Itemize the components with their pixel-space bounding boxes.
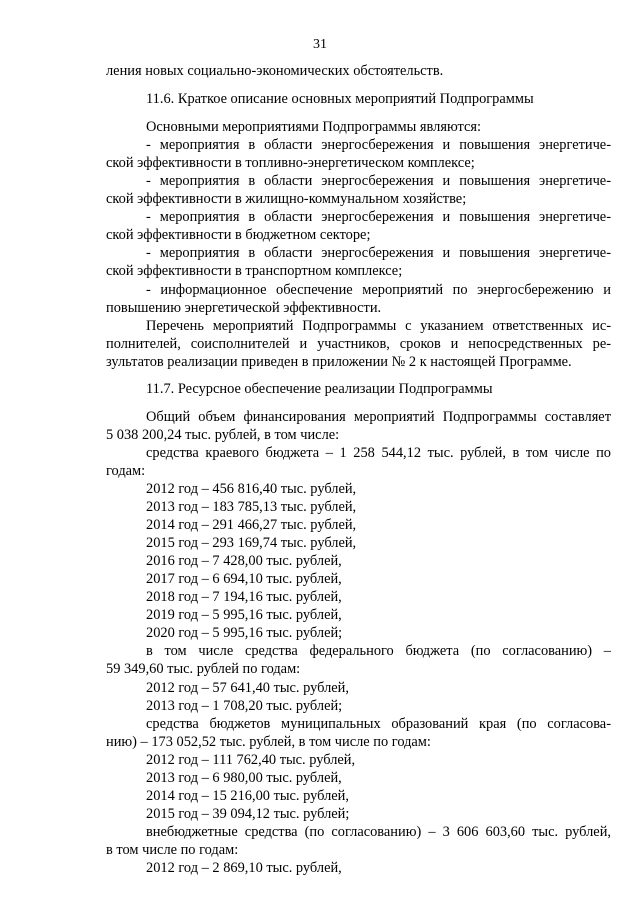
section-heading-11-6: 11.6. Краткое описание основных мероприятий Подпрограммы [146, 91, 534, 108]
list-item: 2015 год – 293 169,74 тыс. рублей, [146, 535, 357, 552]
text-line: полнителей, соисполнителей и участников, сроков и непосредственных ре- [106, 335, 611, 352]
municipal-budget-years [106, 751, 611, 823]
text-line: годам: [106, 462, 146, 479]
list-item: 2012 год – 2 869,10 тыс. рублей, [146, 859, 342, 876]
list-item: 2014 год – 291 466,27 тыс. рублей, [146, 517, 357, 534]
list-item: - мероприятия в области энергосбережения и повышения энергетиче- [146, 245, 611, 262]
list-item: 2013 год – 6 980,00 тыс. рублей, [146, 769, 342, 786]
list-item: 2014 год – 15 216,00 тыс. рублей, [146, 787, 349, 804]
text-line: ской эффективности в транспортном комплексе; [106, 263, 403, 280]
list-item: 2013 год – 183 785,13 тыс. рублей, [146, 499, 357, 516]
list-item: - мероприятия в области энергосбережения и повышения энергетиче- [146, 209, 611, 226]
section-heading-11-7: 11.7. Ресурсное обеспечение реализации Подпрограммы [146, 380, 493, 397]
text-line: нию) – 173 052,52 тыс. рублей, в том числе по годам: [106, 733, 431, 750]
text-line: 59 349,60 тыс. рублей по годам: [106, 661, 301, 678]
text-line: в том числе по годам: [106, 841, 239, 858]
text-line: ской эффективности в бюджетном секторе; [106, 227, 371, 244]
list-item: 2016 год – 7 428,00 тыс. рублей, [146, 553, 342, 570]
text-line: средства краевого бюджета – 1 258 544,12 тыс. рублей, в том числе по [146, 444, 611, 461]
federal-budget-years [106, 679, 611, 715]
list-item: - мероприятия в области энергосбережения и повышения энергетиче- [146, 137, 611, 154]
text-line: ской эффективности в топливно-энергетическом комплексе; [106, 155, 475, 172]
document-body [106, 62, 611, 877]
list-item: 2013 год – 1 708,20 тыс. рублей; [146, 697, 343, 714]
text-line: Общий объем финансирования мероприятий Подпрограммы составляет [146, 408, 611, 425]
regional-budget-years [106, 480, 611, 642]
list-item: - информационное обеспечение мероприятий по энергосбережению и [146, 281, 611, 298]
list-item: 2017 год – 6 694,10 тыс. рублей, [146, 571, 342, 588]
text-line: внебюджетные средства (по согласованию) – 3 606 603,60 тыс. рублей, [146, 823, 611, 840]
text-line: ления новых социально-экономических обстоятельств. [106, 63, 444, 79]
extrabudgetary-years [106, 859, 611, 877]
list-item: 2012 год – 456 816,40 тыс. рублей, [146, 480, 357, 497]
text-line: зультатов реализации приведен в приложении № 2 к настоящей Программе. [106, 353, 572, 370]
list-item: - мероприятия в области энергосбережения и повышения энергетиче- [146, 173, 611, 190]
list-item: 2012 год – 57 641,40 тыс. рублей, [146, 679, 349, 696]
text-line: 5 038 200,24 тыс. рублей, в том числе: [106, 426, 340, 443]
text-line: Перечень мероприятий Подпрограммы с указанием ответственных ис- [146, 317, 611, 334]
list-item: 2012 год – 111 762,40 тыс. рублей, [146, 751, 356, 768]
text-line: ской эффективности в жилищно-коммунальном хозяйстве; [106, 191, 467, 208]
list-item: 2018 год – 7 194,16 тыс. рублей, [146, 589, 342, 606]
text-line: средства бюджетов муниципальных образований края (по согласова- [146, 715, 611, 732]
list-item: 2019 год – 5 995,16 тыс. рублей, [146, 607, 342, 624]
text-line: в том числе средства федерального бюджета (по согласованию) – [146, 643, 611, 660]
list-item: 2015 год – 39 094,12 тыс. рублей; [146, 805, 350, 822]
page-number: 31 [313, 37, 327, 52]
text-line: повышению энергетической эффективности. [106, 299, 382, 316]
text-line: Основными мероприятиями Подпрограммы являются: [146, 119, 481, 136]
list-item: 2020 год – 5 995,16 тыс. рублей; [146, 625, 343, 642]
